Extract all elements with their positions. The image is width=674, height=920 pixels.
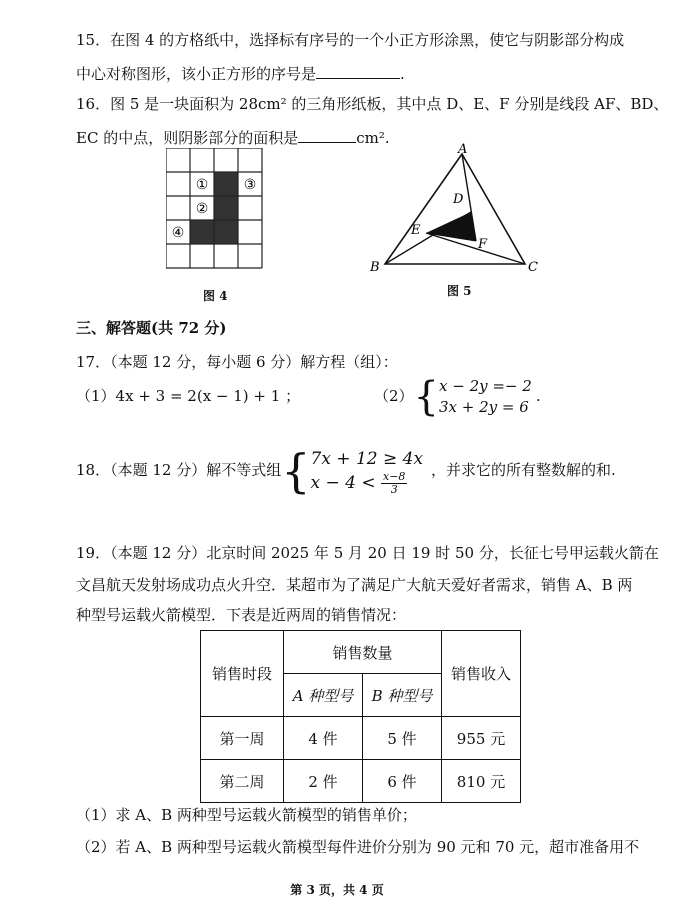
q18-tail: ，并求它的所有整数解的和.: [431, 461, 616, 479]
fig5-point-b: B: [370, 260, 380, 275]
q18-fraction: [381, 471, 407, 496]
q17-part2: [374, 374, 541, 418]
q17-eq2: 3x + 2y = 6: [439, 398, 529, 416]
q16-answer-blank: [298, 126, 356, 143]
q17-eq1: x − 2y =− 2: [439, 377, 532, 395]
fig4-shaded-cell: [190, 220, 214, 244]
fig5-point-f: F: [478, 237, 488, 252]
q17-part1: （1）4x + 3 = 2(x − 1) + 1 ；: [76, 387, 301, 405]
page-footer: 第 3 页，共 4 页: [290, 883, 384, 897]
fig5-triangle-abc: [385, 154, 525, 264]
fig4-label-2: ②: [195, 201, 209, 217]
q18-system: [311, 447, 424, 496]
row2-income: 810 元: [442, 760, 521, 803]
q15-answer-blank: [316, 62, 400, 79]
header-income: 销售收入: [442, 631, 521, 717]
header-quantity: 销售数量: [284, 631, 442, 674]
fig4-label-4: ④: [171, 225, 185, 241]
table-row: [201, 760, 521, 803]
header-type-b: B 种型号: [363, 674, 442, 717]
sales-table: [200, 630, 521, 803]
q17-system: [439, 376, 532, 418]
figure-5-caption: 图 5: [447, 284, 472, 298]
fig5-point-e: E: [411, 223, 421, 238]
q19-part1: （1）求 A、B 两种型号运载火箭模型的销售单价；: [76, 806, 417, 824]
q16-line1: 16．图 5 是一块面积为 28cm² 的三角形纸板，其中点 D、E、F 分别是线段 AF、BD、: [76, 95, 669, 113]
q18-brace: {: [281, 444, 311, 498]
q19-line2: 文昌航天发射场成功点火升空．某超市为了满足广大航天爱好者需求，销售 A、B 两: [76, 576, 633, 594]
q18-frac-den: 3: [390, 482, 398, 496]
header-period: 销售时段: [201, 631, 284, 717]
q16-line2-text: EC 的中点，则阴影部分的面积是: [76, 129, 299, 147]
q19-part2: （2）若 A、B 两种型号运载火箭模型每件进价分别为 90 元和 70 元，超市准备用不: [76, 838, 640, 856]
row2-a: 2 件: [284, 760, 363, 803]
figure-4-grid: [166, 148, 264, 270]
figure-5-triangle: [362, 140, 542, 280]
q17-intro: 17．（本题 12 分，每小题 6 分）解方程（组）：: [76, 353, 398, 371]
figure-4-caption: 图 4: [203, 289, 228, 303]
header-type-a: A 种型号: [284, 674, 363, 717]
row1-period: 第一周: [201, 717, 284, 760]
q19-line3: 种型号运载火箭模型．下表是近两周的销售情况：: [76, 606, 407, 624]
q16-line2: [76, 126, 390, 148]
row1-b: 5 件: [363, 717, 442, 760]
table-row: [201, 717, 521, 760]
q17-part2-label: （2）: [374, 387, 414, 405]
section-3-heading: 三、解答题(共 72 分): [76, 319, 227, 337]
fig5-point-d: D: [453, 192, 464, 207]
q18-frac-num: x−8: [383, 469, 406, 483]
q19-line1: 19．（本题 12 分）北京时间 2025 年 5 月 20 日 19 时 50 分，长征七号甲运载火箭在: [76, 544, 659, 562]
q18-line: [76, 446, 616, 496]
q15-line2-text: 中心对称图形，该小正方形的序号是: [76, 65, 317, 83]
row2-period: 第二周: [201, 760, 284, 803]
row1-income: 955 元: [442, 717, 521, 760]
fig5-point-c: C: [528, 260, 538, 275]
fig4-label-3: ③: [243, 177, 257, 193]
q16-end: cm².: [356, 129, 390, 147]
q17-end: .: [535, 387, 541, 405]
fig4-label-1: ①: [195, 177, 209, 193]
row1-a: 4 件: [284, 717, 363, 760]
fig4-shaded-column: [214, 172, 238, 244]
q15-end: .: [400, 65, 405, 83]
row2-b: 6 件: [363, 760, 442, 803]
fig4-grid-lines: [166, 148, 262, 268]
q18-eq1: 7x + 12 ≥ 4x: [310, 448, 424, 469]
q15-line1: 15．在图 4 的方格纸中，选择标有序号的一个小正方形涂黑，使它与阴影部分构成: [76, 31, 625, 49]
q17-brace: {: [413, 374, 439, 420]
fig5-point-a: A: [458, 142, 468, 157]
q15-line2: [76, 62, 405, 84]
q18-eq2-row: [311, 471, 424, 496]
table-header-row: [201, 631, 521, 674]
q18-intro: 18．（本题 12 分）解不等式组: [76, 461, 282, 479]
q18-eq2-left: x − 4 <: [310, 472, 376, 493]
